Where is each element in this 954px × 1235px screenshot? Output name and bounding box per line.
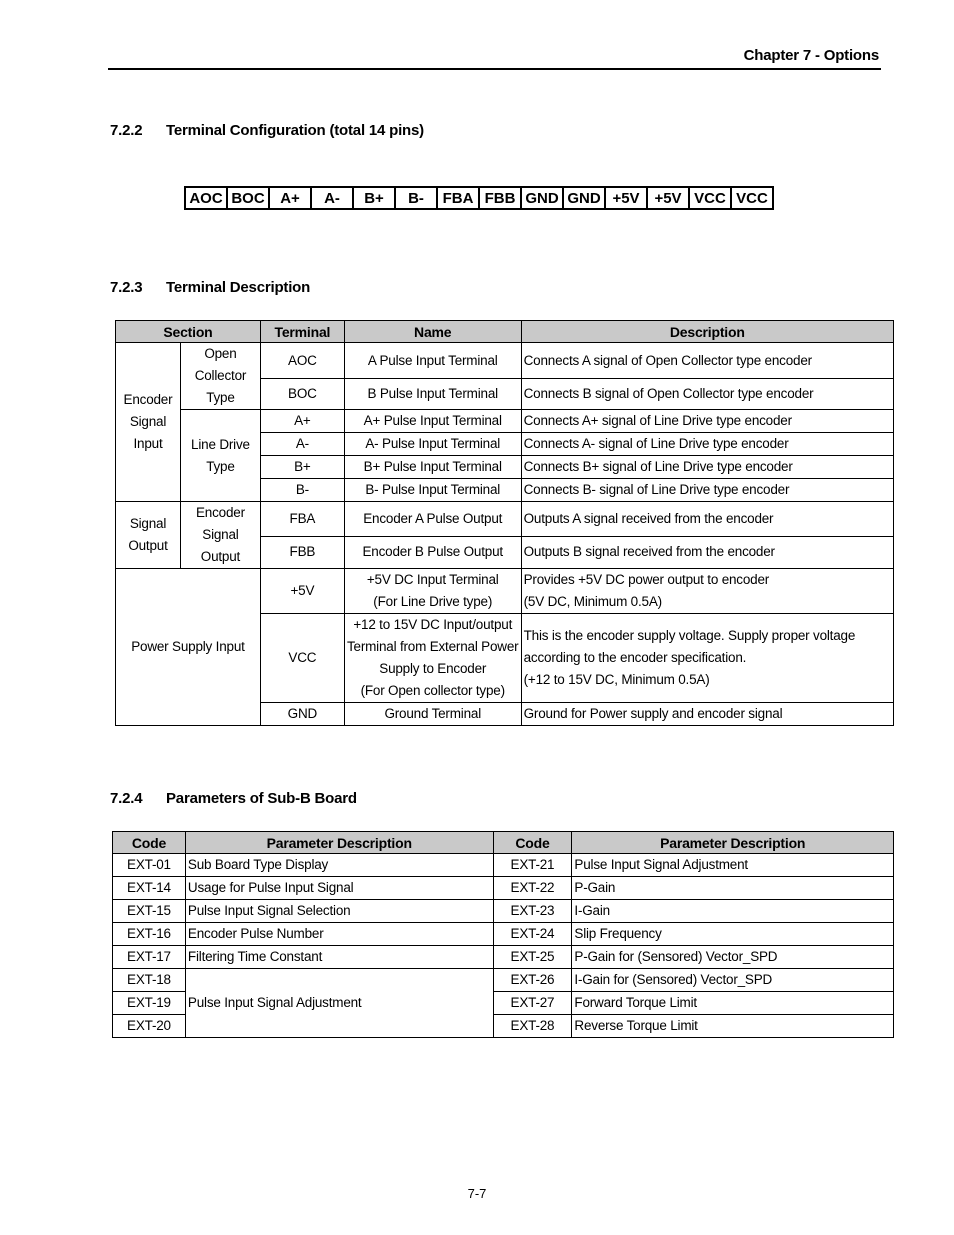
terminal-cell: B- [260, 479, 344, 502]
description-cell: Connects A signal of Open Collector type encoder [521, 343, 893, 379]
code-cell: EXT-18 [113, 969, 186, 992]
description-cell: Connects A- signal of Line Drive type encoder [521, 433, 893, 456]
code-cell: EXT-21 [493, 854, 572, 877]
group-signal-output: Signal Output [116, 502, 181, 569]
table-row [113, 877, 894, 900]
terminal-cell: AOC [260, 343, 344, 379]
terminal-cell: BOC [260, 379, 344, 410]
page-number: 7-7 [467, 1186, 487, 1201]
description-cell: Outputs A signal received from the encoder [521, 502, 893, 537]
param-cell-merged: Pulse Input Signal Adjustment [185, 969, 493, 1038]
description-cell: Connects B- signal of Line Drive type encoder [521, 479, 893, 502]
description-cell: Connects A+ signal of Line Drive type encoder [521, 410, 893, 433]
code-cell: EXT-24 [493, 923, 572, 946]
table-row [113, 923, 894, 946]
name-cell: A- Pulse Input Terminal [344, 433, 521, 456]
name-cell: B- Pulse Input Terminal [344, 479, 521, 502]
pin-cell: A- [311, 187, 353, 209]
terminal-cell: B+ [260, 456, 344, 479]
terminal-cell: FBA [260, 502, 344, 537]
pin-cell: GND [563, 187, 605, 209]
group-open-collector: Open Collector Type [180, 343, 260, 410]
header-code-right: Code [493, 832, 572, 854]
code-cell: EXT-28 [493, 1015, 572, 1038]
param-cell: Filtering Time Constant [185, 946, 493, 969]
pin-cell: B+ [353, 187, 395, 209]
description-cell: Ground for Power supply and encoder signal [521, 703, 893, 726]
group-encoder-signal-input: Encoder Signal Input [116, 343, 181, 502]
pin-cell: B- [395, 187, 437, 209]
table-row [113, 854, 894, 877]
table-row [116, 569, 894, 614]
group-line-drive: Line Drive Type [180, 410, 260, 502]
group-encoder-signal-output: Encoder Signal Output [180, 502, 260, 569]
code-cell: EXT-25 [493, 946, 572, 969]
table-row [116, 502, 894, 537]
terminal-description-table [115, 320, 894, 726]
code-cell: EXT-17 [113, 946, 186, 969]
name-cell: A+ Pulse Input Terminal [344, 410, 521, 433]
param-cell: P-Gain [572, 877, 894, 900]
name-cell: +5V DC Input Terminal (For Line Drive type) [344, 569, 521, 614]
section-title-7-2-3: 7.2.3 Terminal Description [110, 279, 311, 296]
header-terminal: Terminal [260, 321, 344, 343]
name-cell: Ground Terminal [344, 703, 521, 726]
name-cell: B+ Pulse Input Terminal [344, 456, 521, 479]
code-cell: EXT-15 [113, 900, 186, 923]
parameters-table [112, 831, 894, 1038]
pin-cell: GND [521, 187, 563, 209]
param-cell: I-Gain for (Sensored) Vector_SPD [572, 969, 894, 992]
name-cell: Encoder A Pulse Output [344, 502, 521, 537]
description-cell: Outputs B signal received from the encoder [521, 536, 893, 569]
param-cell: Pulse Input Signal Selection [185, 900, 493, 923]
table-row [116, 410, 894, 433]
description-cell: Connects B+ signal of Line Drive type encoder [521, 456, 893, 479]
pin-cell: FBB [479, 187, 521, 209]
param-cell: Sub Board Type Display [185, 854, 493, 877]
terminal-cell: VCC [260, 614, 344, 703]
pin-cell: FBA [437, 187, 479, 209]
table-header-row [116, 321, 894, 343]
chapter-title: Chapter 7 - Options [743, 47, 879, 64]
table-header-row [113, 832, 894, 854]
pin-cell: +5V [647, 187, 689, 209]
header-description: Description [521, 321, 893, 343]
terminal-cell: FBB [260, 536, 344, 569]
section-title-7-2-2: 7.2.2 Terminal Configuration (total 14 pins) [110, 122, 424, 139]
table-row [113, 969, 894, 992]
code-cell: EXT-14 [113, 877, 186, 900]
terminal-cell: +5V [260, 569, 344, 614]
section-title-7-2-4: 7.2.4 Parameters of Sub-B Board [110, 790, 357, 807]
table-row [113, 900, 894, 923]
description-cell: This is the encoder supply voltage. Supply proper voltage according to the encoder specification. (+12 to 15V DC, Minimum 0.5A) [521, 614, 893, 703]
param-cell: Pulse Input Signal Adjustment [572, 854, 894, 877]
table-row [113, 946, 894, 969]
header-name: Name [344, 321, 521, 343]
param-cell: Encoder Pulse Number [185, 923, 493, 946]
header-section: Section [116, 321, 261, 343]
code-cell: EXT-20 [113, 1015, 186, 1038]
name-cell: +12 to 15V DC Input/output Terminal from External Power Supply to Encoder (For Open collector type) [344, 614, 521, 703]
header-param-right: Parameter Description [572, 832, 894, 854]
pin-cell: VCC [689, 187, 731, 209]
page-header [108, 46, 881, 70]
description-cell: Connects B signal of Open Collector type encoder [521, 379, 893, 410]
param-cell: Forward Torque Limit [572, 992, 894, 1015]
code-cell: EXT-01 [113, 854, 186, 877]
code-cell: EXT-19 [113, 992, 186, 1015]
name-cell: B Pulse Input Terminal [344, 379, 521, 410]
param-cell: Reverse Torque Limit [572, 1015, 894, 1038]
pin-cell: +5V [605, 187, 647, 209]
code-cell: EXT-22 [493, 877, 572, 900]
param-cell: Usage for Pulse Input Signal [185, 877, 493, 900]
terminal-cell: A+ [260, 410, 344, 433]
header-code-left: Code [113, 832, 186, 854]
pin-cell: BOC [227, 187, 269, 209]
name-cell: A Pulse Input Terminal [344, 343, 521, 379]
table-row [116, 343, 894, 379]
pin-cell: AOC [185, 187, 227, 209]
code-cell: EXT-27 [493, 992, 572, 1015]
param-cell: I-Gain [572, 900, 894, 923]
terminal-cell: A- [260, 433, 344, 456]
param-cell: Slip Frequency [572, 923, 894, 946]
param-cell: P-Gain for (Sensored) Vector_SPD [572, 946, 894, 969]
code-cell: EXT-23 [493, 900, 572, 923]
pin-cell: A+ [269, 187, 311, 209]
pin-cell: VCC [731, 187, 773, 209]
code-cell: EXT-26 [493, 969, 572, 992]
pin-configuration-table [184, 186, 774, 210]
name-cell: Encoder B Pulse Output [344, 536, 521, 569]
group-power-supply-input: Power Supply Input [116, 569, 261, 726]
header-param-left: Parameter Description [185, 832, 493, 854]
description-cell: Provides +5V DC power output to encoder (5V DC, Minimum 0.5A) [521, 569, 893, 614]
terminal-cell: GND [260, 703, 344, 726]
code-cell: EXT-16 [113, 923, 186, 946]
